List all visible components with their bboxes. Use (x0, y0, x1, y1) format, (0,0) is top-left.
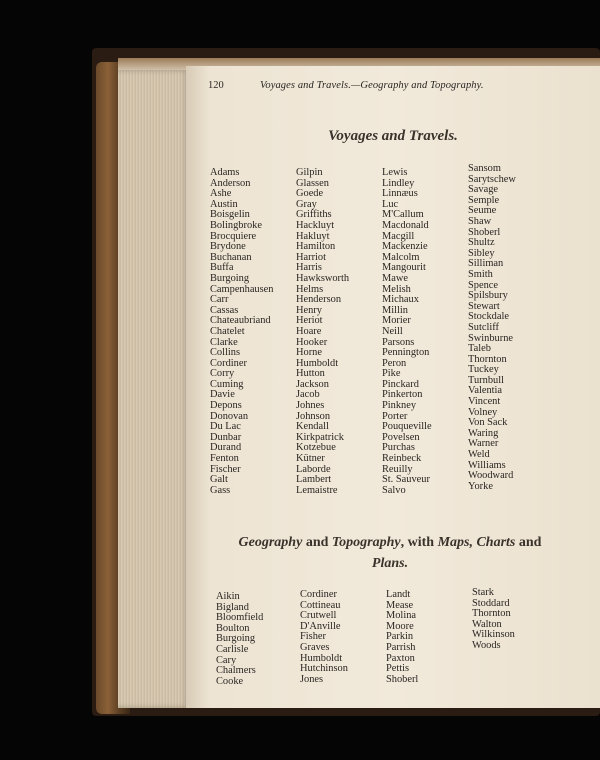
author-name: Walton (472, 618, 502, 630)
author-name: Shaw (468, 215, 492, 227)
author-name: Chatelet (210, 325, 245, 337)
author-name: Thornton (468, 353, 507, 365)
author-name: Sibley (468, 247, 495, 259)
author-name: Malcolm (382, 251, 420, 263)
author-name: Pouqueville (382, 421, 432, 433)
title-and-1: and (302, 535, 332, 550)
author-name: Aikin (216, 591, 240, 602)
author-name: Jackson (296, 378, 329, 390)
author-name: Hutchinson (300, 663, 348, 675)
author-name: Luc (382, 198, 399, 210)
section-title-geography (220, 532, 560, 574)
author-name: Griffiths (296, 209, 332, 221)
author-name: Mangourit (382, 262, 426, 274)
author-name: Kirkpatrick (296, 431, 344, 443)
author-name: Turnbull (468, 374, 504, 386)
author-name: Thornton (472, 608, 511, 620)
author-name: Humboldt (296, 357, 339, 369)
author-name: Lemaistre (296, 484, 338, 496)
author-name: Taleb (468, 343, 491, 355)
author-name: Lewis (382, 167, 408, 178)
author-name: Pinkerton (382, 389, 423, 401)
author-name: Sarytschew (468, 173, 516, 185)
author-name: Valentia (468, 385, 503, 397)
author-name: Jones (300, 673, 324, 685)
author-name: Savage (468, 184, 499, 196)
author-name: Galt (210, 474, 228, 486)
author-name: Hamilton (296, 241, 336, 253)
author-name: Cooke (216, 675, 244, 687)
author-name: Stark (472, 587, 494, 598)
author-name: Parkin (386, 631, 414, 643)
author-name: D'Anville (300, 620, 341, 632)
author-name: Purchas (382, 442, 415, 454)
author-name: Landt (386, 589, 411, 600)
author-name: Cary (216, 654, 237, 666)
voyages-column-4 (468, 164, 516, 492)
author-name: Wilkinson (472, 629, 515, 641)
page-stack-edges (118, 70, 190, 708)
voyages-column-3 (382, 168, 432, 496)
author-name: Burgoing (210, 272, 250, 284)
author-name: Hutton (296, 368, 325, 380)
author-name: Weld (468, 449, 490, 461)
author-name: Heriot (296, 315, 323, 327)
author-name: Crutwell (300, 610, 337, 622)
author-name: Burgoing (216, 633, 256, 645)
author-name: Laborde (296, 463, 331, 475)
author-name: Henderson (296, 294, 342, 306)
author-name: Hooker (296, 336, 328, 348)
author-name: Shoberl (468, 226, 501, 238)
author-name: Chateaubriand (210, 315, 271, 327)
author-name: Sansom (468, 163, 501, 174)
author-name: Horne (296, 347, 322, 359)
author-name: Porter (382, 410, 408, 422)
author-name: Clarke (210, 336, 238, 348)
author-name: Davie (210, 389, 235, 401)
voyages-column-2 (296, 168, 349, 496)
author-name: Buffa (210, 262, 234, 274)
author-name: Semple (468, 194, 500, 206)
author-name: Anderson (210, 177, 251, 189)
page-number: 120 (208, 80, 224, 91)
title-with: , with (400, 535, 438, 550)
author-name: Stockdale (468, 311, 509, 323)
title-maps-charts: Maps, Charts (437, 535, 516, 550)
title-geography: Geography (238, 535, 303, 550)
author-name: Morier (382, 315, 411, 327)
author-name: Fischer (210, 463, 241, 475)
author-name: Glassen (296, 177, 329, 189)
author-name: Yorke (468, 480, 493, 492)
author-name: M'Callum (382, 209, 424, 221)
author-name: Brydone (210, 241, 246, 253)
author-name: Swinburne (468, 332, 514, 344)
author-name: Pinckard (382, 378, 419, 390)
author-name: Smith (468, 268, 493, 280)
geography-column-4 (472, 588, 515, 652)
author-name: Cassas (210, 304, 239, 316)
author-name: Gray (296, 198, 317, 210)
author-name: Seume (468, 205, 497, 217)
author-name: Mackenzie (382, 241, 428, 253)
author-name: Woods (472, 639, 501, 651)
author-name: Reuilly (382, 463, 413, 475)
book-page (186, 66, 600, 708)
author-name: Dunbar (210, 431, 242, 443)
author-name: Kendall (296, 421, 329, 433)
author-name: Sutcliff (468, 321, 499, 333)
author-name: Harris (296, 262, 322, 274)
author-name: Parrish (386, 641, 416, 653)
author-name: Ashe (210, 188, 232, 200)
author-name: Du Lac (210, 421, 241, 433)
author-name: Mease (386, 599, 414, 611)
running-title: Voyages and Travels.—Geography and Topography. (260, 80, 484, 91)
author-name: Salvo (382, 484, 406, 496)
author-name: Williams (468, 459, 506, 471)
author-name: Povelsen (382, 431, 420, 443)
author-name: Hoare (296, 325, 322, 337)
section-title-voyages: Voyages and Travels. (328, 128, 458, 144)
author-name: Kotzebue (296, 442, 336, 454)
author-name: Bolingbroke (210, 219, 262, 231)
author-name: Henry (296, 304, 322, 316)
author-name: Pennington (382, 347, 430, 359)
author-name: Warner (468, 438, 499, 450)
author-name: Silliman (468, 258, 504, 270)
author-name: Bloomfield (216, 612, 264, 624)
author-name: Moore (386, 620, 414, 632)
author-name: Harriot (296, 251, 327, 263)
author-name: Gilpin (296, 167, 323, 178)
author-name: Michaux (382, 294, 419, 306)
author-name: Durand (210, 442, 242, 454)
author-name: Carlisle (216, 643, 249, 655)
author-name: Lambert (296, 474, 332, 486)
author-name: Buchanan (210, 251, 252, 263)
author-name: Pike (382, 368, 401, 380)
author-name: Goede (296, 188, 324, 200)
voyages-column-1 (210, 168, 273, 496)
author-name: Depons (210, 400, 242, 412)
geography-column-3 (386, 590, 418, 685)
author-name: Neill (382, 325, 403, 337)
author-name: Cottineau (300, 599, 341, 611)
author-name: Collins (210, 347, 241, 359)
title-plans: Plans. (371, 556, 409, 571)
author-name: Pinkney (382, 400, 417, 412)
author-name: Helms (296, 283, 324, 295)
author-name: Shultz (468, 237, 495, 249)
author-name: Stoddard (472, 597, 510, 609)
author-name: Linnæus (382, 188, 418, 200)
author-name: Reinbeck (382, 453, 422, 465)
author-name: Peron (382, 357, 407, 369)
author-name: Hakluyt (296, 230, 330, 242)
title-topography: Topography (331, 535, 401, 550)
author-name: Stewart (468, 300, 500, 312)
author-name: Kütner (296, 453, 325, 465)
author-name: Molina (386, 610, 417, 622)
author-name: Macdonald (382, 219, 429, 231)
author-name: Boisgelin (210, 209, 250, 221)
author-name: Spilsbury (468, 290, 508, 302)
author-name: Mawe (382, 272, 408, 284)
geography-column-2 (300, 590, 348, 685)
author-name: Cordiner (210, 357, 247, 369)
author-name: Macgill (382, 230, 415, 242)
author-name: Woodward (468, 470, 514, 482)
author-name: Austin (210, 198, 238, 210)
author-name: Johnson (296, 410, 331, 422)
author-name: Jacob (296, 389, 320, 401)
author-name: Volney (468, 406, 498, 418)
author-name: Chalmers (216, 665, 256, 677)
author-name: Humboldt (300, 652, 343, 664)
author-name: Corry (210, 368, 235, 380)
author-name: Fenton (210, 453, 239, 465)
author-name: Parsons (382, 336, 415, 348)
author-name: Millin (382, 304, 408, 316)
author-name: Adams (210, 167, 240, 178)
author-name: Gass (210, 484, 231, 496)
author-name: Fisher (300, 631, 326, 643)
author-name: Paxton (386, 652, 415, 664)
author-name: Campenhausen (210, 283, 274, 295)
author-name: Graves (300, 641, 330, 653)
author-name: Spence (468, 279, 499, 291)
author-name: Boulton (216, 622, 250, 634)
author-name: Tuckey (468, 364, 499, 376)
author-name: Pettis (386, 663, 410, 675)
author-name: St. Sauveur (382, 474, 430, 486)
author-name: Hackluyt (296, 219, 335, 231)
author-name: Bigland (216, 601, 249, 613)
author-name: Waring (468, 427, 499, 439)
author-name: Hawksworth (296, 272, 350, 284)
author-name: Johnes (296, 400, 325, 412)
author-name: Vincent (468, 396, 501, 408)
author-name: Von Sack (468, 417, 508, 429)
author-name: Lindley (382, 177, 415, 189)
title-and-2: and (515, 535, 542, 550)
author-name: Donovan (210, 410, 249, 422)
author-name: Brocquiere (210, 230, 257, 242)
author-name: Carr (210, 294, 229, 306)
author-name: Cordiner (300, 589, 337, 600)
author-name: Melish (382, 283, 411, 295)
author-name: Shoberl (386, 673, 419, 685)
author-name: Cuming (210, 378, 244, 390)
geography-column-1 (216, 592, 263, 687)
